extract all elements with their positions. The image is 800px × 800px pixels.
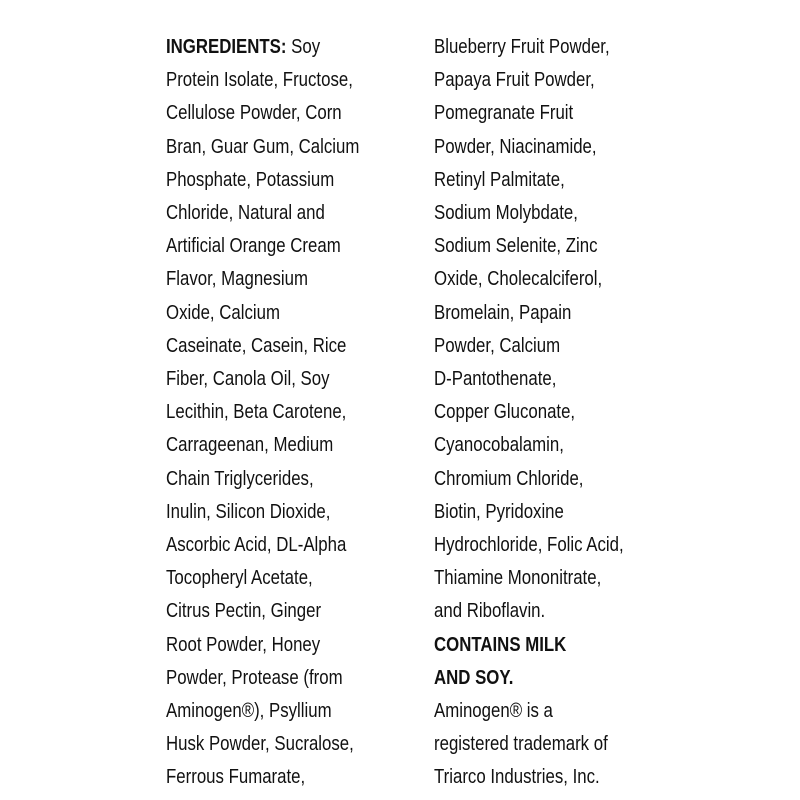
ingredients-heading: INGREDIENTS: [166, 35, 287, 58]
ingredients-line: Cellulose Powder, Corn [166, 101, 342, 125]
ingredients-line: Oxide, Cholecalciferol, [434, 267, 603, 291]
ingredients-line: Retinyl Palmitate, [434, 167, 565, 191]
ingredients-line: Citrus Pectin, Ginger [166, 599, 322, 623]
allergen-statement: AND SOY. [434, 665, 514, 689]
ingredients-line: Aminogen®), Psyllium [166, 699, 332, 723]
ingredients-line: Bromelain, Papain [434, 300, 572, 324]
ingredients-line: Hydrochloride, Folic Acid, [434, 533, 624, 557]
ingredients-line: Blueberry Fruit Powder, [434, 35, 610, 58]
ingredients-line: Chloride, Natural and [166, 201, 325, 225]
ingredients-line: Sodium Selenite, Zinc [434, 234, 598, 258]
ingredients-line: Thiamine Mononitrate, [434, 566, 602, 590]
ingredients-line: Fiber, Canola Oil, Soy [166, 367, 330, 391]
ingredients-line: and Riboflavin. [434, 599, 546, 623]
ingredients-line: Tocopheryl Acetate, [166, 566, 313, 590]
ingredients-line: Powder, Calcium [434, 333, 561, 357]
ingredients-line: Oxide, Calcium [166, 300, 280, 324]
ingredients-line: Caseinate, Casein, Rice [166, 333, 347, 357]
ingredients-line: Powder, Protease (from [166, 665, 343, 689]
ingredients-line: Sodium Molybdate, [434, 201, 578, 225]
ingredients-line: Artificial Orange Cream [166, 234, 341, 258]
ingredients-line: Copper Gluconate, [434, 400, 576, 424]
ingredients-line: Powder, Niacinamide, [434, 134, 597, 158]
ingredients-line: Ascorbic Acid, DL-Alpha [166, 533, 347, 557]
ingredients-line: Root Powder, Honey [166, 632, 321, 656]
ingredients-text: Soy [286, 35, 321, 58]
ingredients-line: Carrageenan, Medium [166, 433, 334, 457]
ingredients-line: Ferrous Fumarate, [166, 765, 306, 789]
ingredients-column-right [434, 30, 624, 794]
ingredients-line: Protein Isolate, Fructose, [166, 68, 353, 92]
ingredients-line: Phosphate, Potassium [166, 167, 335, 191]
ingredients-line: Inulin, Silicon Dioxide, [166, 499, 331, 523]
ingredients-line: Husk Powder, Sucralose, [166, 732, 354, 756]
ingredients-line: D-Pantothenate, [434, 367, 557, 391]
ingredients-line: Pomegranate Fruit [434, 101, 574, 125]
ingredients-line: Papaya Fruit Powder, [434, 68, 595, 92]
trademark-notice: registered trademark of [434, 732, 608, 756]
allergen-statement: CONTAINS MILK [434, 632, 567, 656]
trademark-notice: Aminogen® is a [434, 699, 553, 723]
trademark-notice: Triarco Industries, Inc. [434, 765, 600, 789]
ingredients-line: Lecithin, Beta Carotene, [166, 400, 347, 424]
ingredients-line: Chain Triglycerides, [166, 466, 314, 490]
ingredients-line: Biotin, Pyridoxine [434, 499, 564, 523]
ingredients-line: Flavor, Magnesium [166, 267, 309, 291]
ingredients-line: Cyanocobalamin, [434, 433, 564, 457]
ingredients-line [166, 30, 359, 63]
ingredients-line: Chromium Chloride, [434, 466, 584, 490]
ingredients-column-left [166, 30, 359, 794]
ingredients-line: Bran, Guar Gum, Calcium [166, 134, 360, 158]
